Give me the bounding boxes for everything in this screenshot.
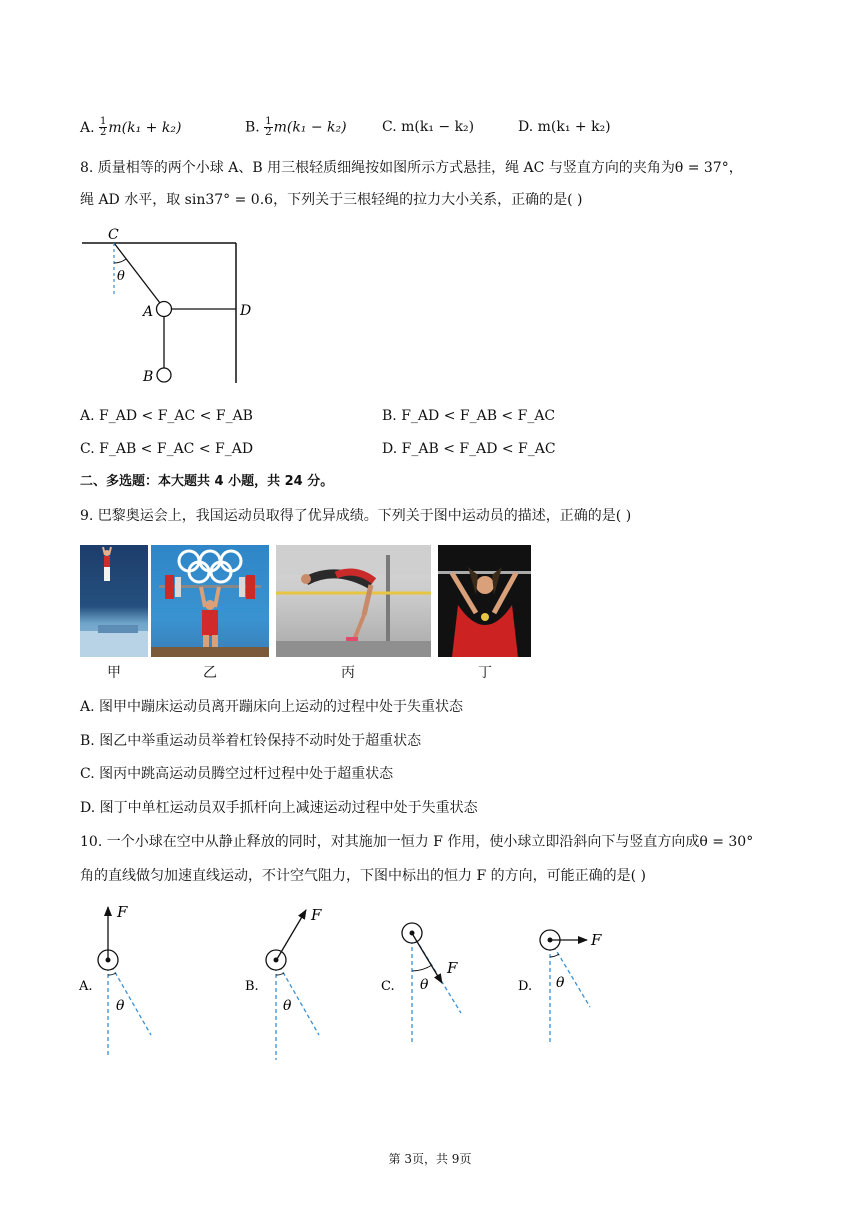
q9-option-c: C. 图丙中跳高运动员腾空过杆过程中处于超重状态	[80, 766, 394, 782]
q9-option-a: A. 图甲中蹦床运动员离开蹦床向上运动的过程中处于失重状态	[80, 699, 464, 715]
ball-b	[157, 368, 171, 382]
label-c: C	[108, 227, 119, 243]
photo-jia-trampoline	[80, 545, 148, 657]
q10-b-f-label: F	[311, 906, 322, 924]
q10-a-f-label: F	[117, 903, 128, 921]
q10-figures	[75, 895, 775, 1070]
page-footer: 第 3页，共 9页	[388, 1152, 472, 1166]
q7-option-a	[80, 116, 182, 138]
label-d: D	[240, 303, 252, 319]
q8-stem-line2: 绳 AD 水平，取 sin37° = 0.6，下列关于三根轻绳的拉力大小关系，正确的是( )	[80, 192, 583, 208]
q9-option-b: B. 图乙中举重运动员举着杠铃保持不动时处于超重状态	[80, 733, 422, 749]
q7-option-d: D. m(k₁ + k₂)	[518, 119, 611, 135]
caption-bing: 丙	[341, 665, 355, 681]
label-theta: θ	[117, 269, 125, 284]
q7-option-b-label: B.	[245, 119, 260, 136]
q8-stem-line1: 8. 质量相等的两个小球 A、B 用三根轻质细绳按如图所示方式悬挂，绳 AC 与竖直方向的夹角为θ = 37°，	[80, 160, 743, 176]
q7-fraction-b	[264, 117, 272, 138]
q10-figure-c	[381, 923, 461, 1043]
q7-options-row	[80, 117, 181, 138]
frac-den: 2	[100, 127, 107, 138]
q9-option-d: D. 图丁中单杠运动员双手抓杆向上减速运动过程中处于失重状态	[80, 800, 478, 816]
high-jumper-image	[276, 545, 431, 657]
q7-option-b-expr: m(k₁ − k₂)	[273, 119, 347, 136]
q10-c-label: C.	[381, 979, 395, 994]
q8-option-d: D. F_AB < F_AD < F_AC	[382, 441, 556, 457]
q10-b-theta-label: θ	[283, 998, 292, 1014]
frac-den: 2	[265, 127, 272, 138]
theta-arc	[114, 259, 126, 263]
q7-option-b	[245, 117, 347, 138]
q8-figure	[80, 225, 280, 395]
q10-c-theta-label: θ	[420, 977, 429, 993]
q7-option-c: C. m(k₁ − k₂)	[382, 119, 475, 135]
weightlifter-image	[151, 545, 269, 657]
caption-yi: 乙	[203, 665, 217, 681]
q10-c-f-label: F	[447, 959, 458, 977]
frac-num: 1	[265, 116, 272, 127]
q10-figure-b	[245, 906, 322, 1060]
label-a: A	[143, 304, 154, 320]
photo-yi-weightlifting	[151, 545, 269, 657]
q7-option-a-label: A.	[80, 119, 95, 136]
bar-gymnast-image	[438, 545, 531, 657]
q10-d-f-label: F	[591, 931, 602, 949]
photo-bing-high-jump	[276, 545, 431, 657]
q10-b-label: B.	[245, 979, 259, 994]
q10-stem-line2: 角的直线做匀加速直线运动，不计空气阻力，下图中标出的恒力 F 的方向，可能正确的是( )	[80, 868, 646, 884]
frac-num: 1	[100, 116, 107, 127]
section2-heading: 二、多选题：本大题共 4 小题，共 24 分。	[80, 474, 334, 489]
q10-d-label: D.	[518, 979, 533, 994]
trampoline-athlete-image	[80, 545, 148, 657]
caption-jia: 甲	[107, 665, 121, 681]
q8-option-a: A. F_AD < F_AC < F_AB	[80, 408, 253, 424]
q10-a-theta-label: θ	[116, 998, 125, 1014]
q10-figure-d	[518, 930, 602, 1045]
q10-a-label: A.	[79, 979, 93, 994]
caption-ding: 丁	[478, 665, 492, 681]
photo-ding-horizontal-bar	[438, 545, 531, 657]
ball-a	[157, 302, 172, 317]
q8-option-b: B. F_AD < F_AB < F_AC	[382, 408, 556, 424]
label-b: B	[143, 369, 154, 385]
q10-figure-a	[78, 903, 151, 1055]
q9-stem: 9. 巴黎奥运会上，我国运动员取得了优异成绩。下列关于图中运动员的描述，正确的是( )	[80, 508, 632, 524]
q10-d-theta-label: θ	[556, 975, 565, 991]
q7-fraction-a	[99, 117, 107, 138]
q7-option-a-expr: m(k₁ + k₂)	[108, 119, 182, 136]
q10-stem-line1: 10. 一个小球在空中从静止释放的同时，对其施加一恒力 F 作用，使小球立即沿斜向下与竖直方向成θ = 30°	[80, 834, 754, 850]
q8-option-c: C. F_AB < F_AC < F_AD	[80, 441, 254, 457]
